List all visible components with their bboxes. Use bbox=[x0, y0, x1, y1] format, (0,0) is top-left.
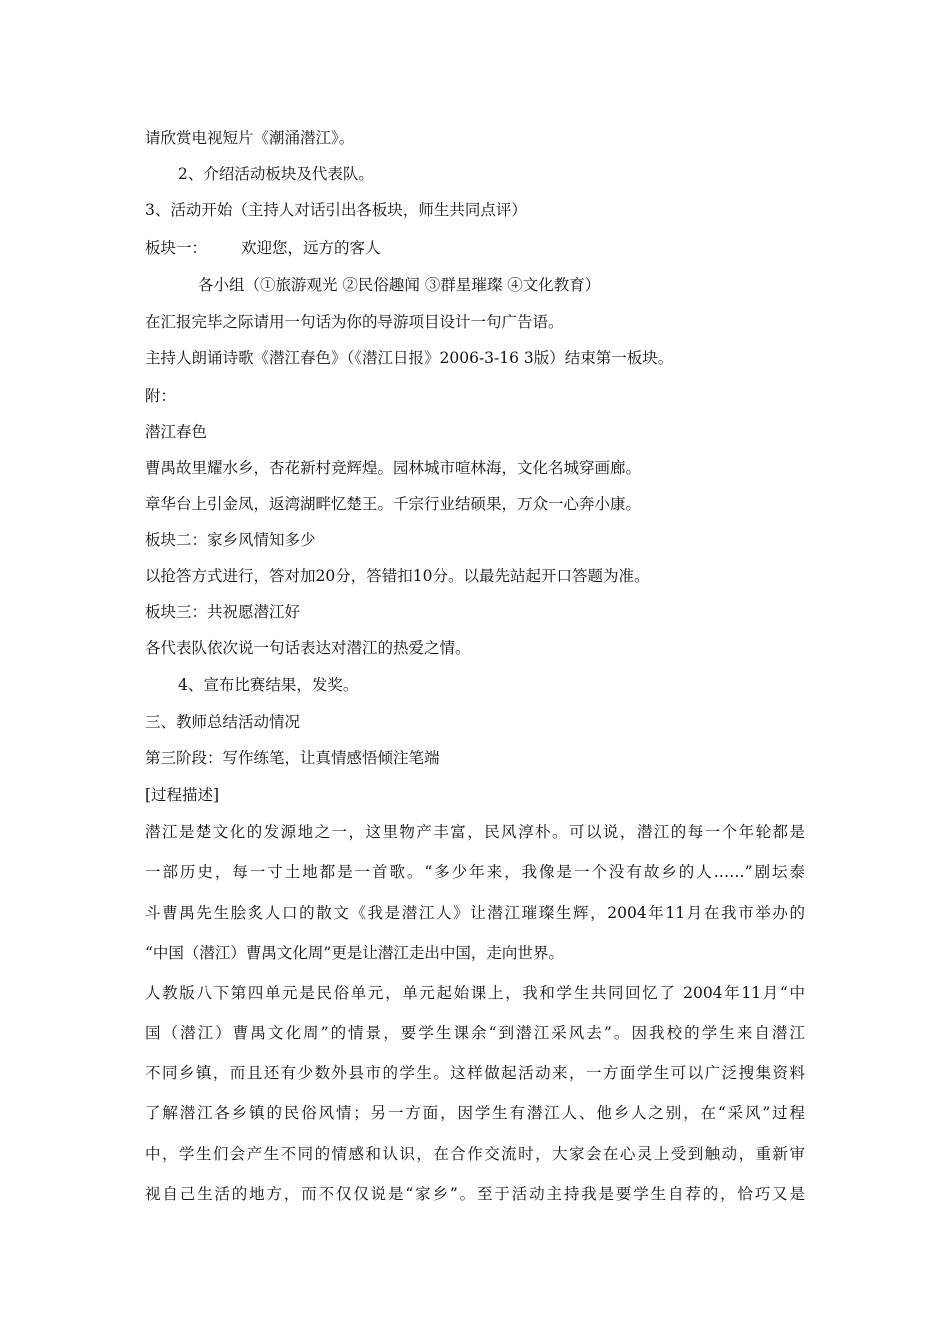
paragraph-line: 了解潜江各乡镇的民俗风情；另一方面，因学生有潜江人、他乡人之别，在“采风”过程 bbox=[145, 1104, 805, 1122]
block-title: 欢迎您，远方的客人 bbox=[241, 239, 381, 257]
group-list: 各小组（①旅游观光 ②民俗趣闻 ③群星璀璨 ④文化教育） bbox=[198, 276, 601, 294]
block-label: 板块一： bbox=[145, 239, 208, 257]
appendix-label: 附： bbox=[145, 387, 177, 405]
list-item-2: 2、介绍活动板块及代表队。 bbox=[178, 165, 374, 183]
section-heading-block-2: 板块二：家乡风情知多少 bbox=[145, 531, 316, 549]
paragraph-line: 人教版八下第四单元是民俗单元，单元起始课上，我和学生共同回忆了 2004年11月“中 bbox=[145, 984, 805, 1002]
text-line: 主持人朗诵诗歌《潜江春色》（《潜江日报》2006-3-16 3版）结束第一板块。 bbox=[145, 349, 674, 367]
paragraph-line: 视自己生活的地方，而不仅仅说是“家乡”。至于活动主持我是要学生自荐的，恰巧又是 bbox=[145, 1185, 805, 1203]
section-heading: 三、教师总结活动情况 bbox=[145, 713, 301, 731]
text-line: 以抢答方式进行，答对加20分，答错扣10分。以最先站起开口答题为准。 bbox=[145, 567, 650, 585]
paragraph-line: 一部历史，每一寸土地都是一首歌。“多少年来，我像是一个没有故乡的人……”剧坛泰 bbox=[145, 863, 805, 881]
poem-line: 曹禺故里耀水乡，杏花新村竞辉煌。园林城市喧林海，文化名城穿画廊。 bbox=[145, 459, 642, 477]
text-line: 各代表队依次说一句话表达对潜江的热爱之情。 bbox=[145, 639, 471, 657]
poem-title: 潜江春色 bbox=[145, 423, 208, 441]
paragraph-line: 国（潜江）曹禺文化周”的情景，要学生课余“到潜江采风去”。因我校的学生来自潜江 bbox=[145, 1024, 805, 1042]
paragraph-line: 斗曹禺先生脍炙人口的散文《我是潜江人》让潜江璀璨生辉，2004年11月在我市举办的 bbox=[145, 904, 805, 922]
list-item-3: 3、活动开始（主持人对话引出各板块，师生共同点评） bbox=[145, 201, 527, 219]
paragraph-line: 不同乡镇，而且还有少数外县市的学生。这样做起活动来，一方面学生可以广泛搜集资料 bbox=[145, 1064, 805, 1082]
paragraph-line: 中，学生们会产生不同的情感和认识，在合作交流时，大家会在心灵上受到触动，重新审 bbox=[145, 1145, 805, 1163]
poem-line: 章华台上引金凤，返湾湖畔忆楚王。千宗行业结硕果，万众一心奔小康。 bbox=[145, 495, 642, 513]
text-line: 请欣赏电视短片《潮涌潜江》。 bbox=[145, 129, 355, 147]
section-heading-block-1 bbox=[145, 238, 381, 258]
process-label: [过程描述] bbox=[145, 786, 220, 804]
paragraph-line: 潜江是楚文化的发源地之一，这里物产丰富，民风淳朴。可以说，潜江的每一个年轮都是 bbox=[145, 823, 805, 841]
stage-heading: 第三阶段：写作练笔，让真情感悟倾注笔端 bbox=[145, 749, 440, 767]
list-item-4: 4、宣布比赛结果，发奖。 bbox=[178, 676, 359, 694]
section-heading-block-3: 板块三：共祝愿潜江好 bbox=[145, 603, 301, 621]
paragraph-line: “中国（潜江）曹禺文化周”更是让潜江走出中国，走向世界。 bbox=[145, 944, 564, 962]
text-line: 在汇报完毕之际请用一句话为你的导游项目设计一句广告语。 bbox=[145, 313, 564, 331]
